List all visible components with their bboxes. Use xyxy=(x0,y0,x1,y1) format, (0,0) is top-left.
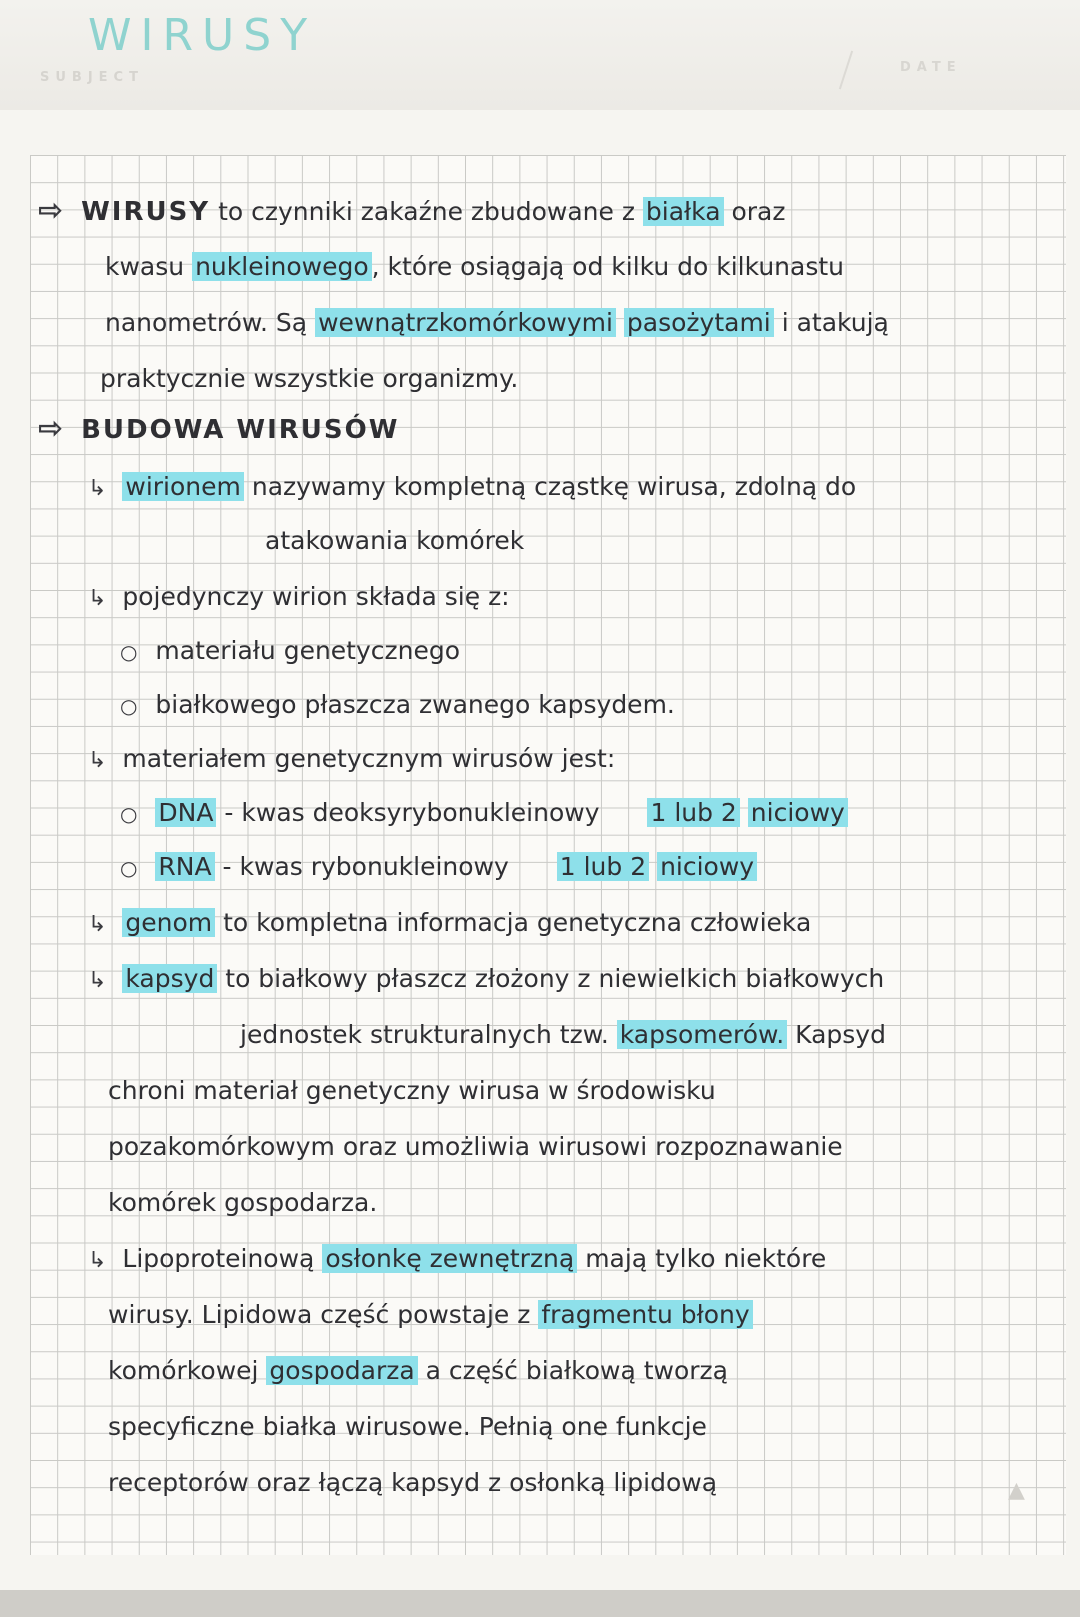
text: to kompletna informacja genetyczna człowieka xyxy=(223,908,812,937)
note-line-10 xyxy=(120,686,675,726)
text: pozakomórkowym oraz umożliwia wirusowi rozpoznawanie xyxy=(108,1132,843,1161)
text: a część białkową tworzą xyxy=(425,1356,728,1385)
note-line-15 xyxy=(88,960,884,1000)
note-line-4 xyxy=(100,360,518,400)
text: białkowego płaszcza zwanego kapsydem. xyxy=(155,690,675,719)
text: Lipoproteinową xyxy=(122,1244,315,1273)
page-title: WIRUSY xyxy=(88,10,317,61)
highlight: osłonkę zewnętrzną xyxy=(322,1244,577,1273)
highlight: gospodarza xyxy=(266,1356,417,1385)
text: specyficzne białka wirusowe. Pełnią one funkcje xyxy=(108,1412,707,1441)
section-heading: BUDOWA WIRUSÓW xyxy=(81,415,400,445)
date-label: DATE xyxy=(900,60,962,75)
note-line-1 xyxy=(38,192,786,232)
highlight: fragmentu błony xyxy=(538,1300,752,1329)
highlight: białka xyxy=(643,197,724,226)
page-bottom-edge xyxy=(0,1590,1080,1617)
note-line-12 xyxy=(120,794,848,834)
note-line-13 xyxy=(120,848,757,888)
main-arrow-icon: ⇨ xyxy=(38,411,64,446)
note-line-5 xyxy=(38,410,399,450)
text: nazywamy kompletną cząstkę wirusa, zdolną do xyxy=(251,472,857,501)
text: receptorów oraz łączą kapsyd z osłonką lipidową xyxy=(108,1468,718,1497)
highlight: wewnątrzkomórkowymi xyxy=(315,308,616,337)
text: Kapsyd xyxy=(795,1020,886,1049)
text: oraz xyxy=(731,197,786,226)
subject-label: SUBJECT xyxy=(40,70,144,85)
highlight: pasożytami xyxy=(624,308,774,337)
highlight: nukleinowego xyxy=(192,252,372,281)
highlight: 1 lub 2 xyxy=(557,852,649,881)
note-line-9 xyxy=(120,632,460,672)
note-line-17 xyxy=(108,1072,716,1112)
highlight: 1 lub 2 xyxy=(647,798,739,827)
highlight: niciowy xyxy=(657,852,757,881)
text: , które osiągają od kilku do kilkunastu xyxy=(371,252,845,281)
note-line-11 xyxy=(88,740,615,780)
note-line-8 xyxy=(88,578,510,618)
note-line-2 xyxy=(105,248,844,288)
text: - kwas deoksyrybonukleinowy xyxy=(224,798,600,827)
highlight: RNA xyxy=(155,852,214,881)
sub-arrow-icon: ↳ xyxy=(88,476,107,501)
note-line-6 xyxy=(88,468,856,508)
text: nanometrów. Są xyxy=(105,308,308,337)
note-line-14 xyxy=(88,904,811,944)
note-line-16 xyxy=(240,1016,886,1056)
graduation-cap-icon: ▲ xyxy=(1008,1478,1025,1503)
bullet-icon: ○ xyxy=(120,802,138,826)
term-wirusy: WIRUSY xyxy=(81,197,211,227)
text: praktycznie wszystkie organizmy. xyxy=(100,364,519,393)
header-divider xyxy=(839,51,853,90)
note-line-21 xyxy=(108,1296,753,1336)
text: kwasu xyxy=(105,252,185,281)
bullet-icon: ○ xyxy=(120,640,138,664)
text: chroni materiał genetyczny wirusa w środowisku xyxy=(108,1076,716,1105)
sub-arrow-icon: ↳ xyxy=(88,968,107,993)
text: materiałem genetycznym wirusów jest: xyxy=(122,744,616,773)
sub-arrow-icon: ↳ xyxy=(88,748,107,773)
text: i atakują xyxy=(781,308,889,337)
text: mają tylko niektóre xyxy=(585,1244,827,1273)
highlight: genom xyxy=(122,908,215,937)
text: jednostek strukturalnych tzw. xyxy=(240,1020,609,1049)
text: to czynniki zakaźne zbudowane z xyxy=(218,197,635,226)
bullet-icon: ○ xyxy=(120,856,138,880)
note-line-24 xyxy=(108,1464,717,1504)
text: to białkowy płaszcz złożony z niewielkich białkowych xyxy=(225,964,885,993)
text: materiału genetycznego xyxy=(155,636,461,665)
note-line-7 xyxy=(265,522,524,562)
highlight: kapsyd xyxy=(122,964,217,993)
main-arrow-icon: ⇨ xyxy=(38,193,64,228)
highlight: niciowy xyxy=(748,798,848,827)
text: wirusy. Lipidowa część powstaje z xyxy=(108,1300,531,1329)
note-line-19 xyxy=(108,1184,377,1224)
text: atakowania komórek xyxy=(265,526,525,555)
sub-arrow-icon: ↳ xyxy=(88,586,107,611)
note-line-20 xyxy=(88,1240,826,1280)
bullet-icon: ○ xyxy=(120,694,138,718)
highlight: DNA xyxy=(155,798,216,827)
page-header xyxy=(0,0,1080,110)
text: komórkowej xyxy=(108,1356,259,1385)
note-line-3 xyxy=(105,304,889,344)
note-line-22 xyxy=(108,1352,728,1392)
sub-arrow-icon: ↳ xyxy=(88,912,107,937)
highlight: kapsomerów. xyxy=(617,1020,787,1049)
sub-arrow-icon: ↳ xyxy=(88,1248,107,1273)
note-line-18 xyxy=(108,1128,843,1168)
text: - kwas rybonukleinowy xyxy=(222,852,509,881)
highlight: wirionem xyxy=(122,472,244,501)
text: komórek gospodarza. xyxy=(108,1188,378,1217)
text: pojedynczy wirion składa się z: xyxy=(122,582,510,611)
note-line-23 xyxy=(108,1408,707,1448)
